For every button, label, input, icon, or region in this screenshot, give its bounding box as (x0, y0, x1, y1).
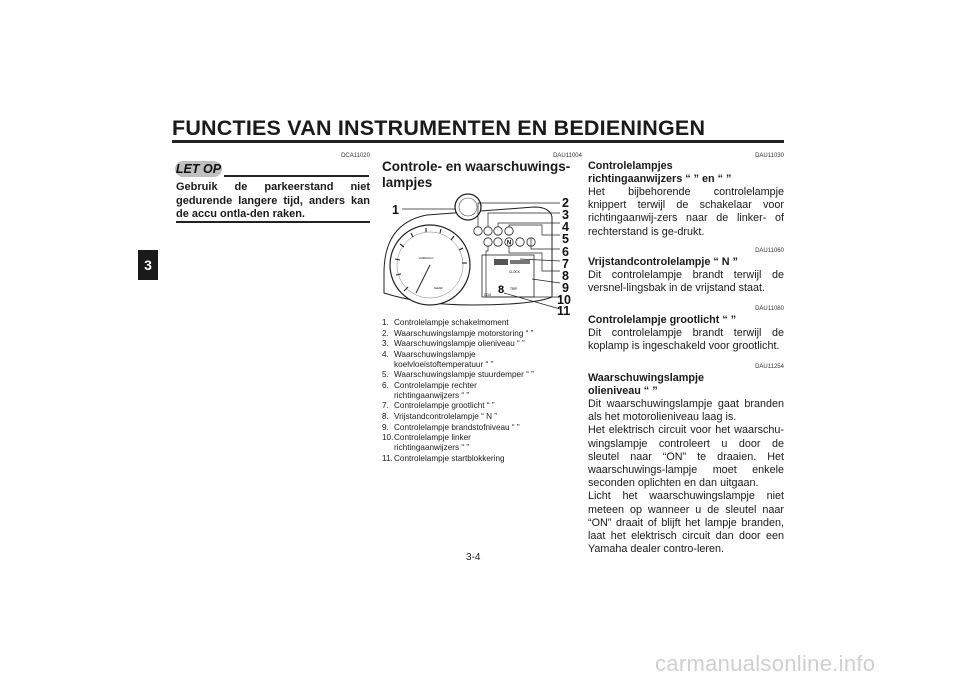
high-beam-body: Dit controlelampje brandt terwijl de koplamp is ingeschakeld voor grootlicht. (588, 327, 784, 353)
tachometer-unit-label: x1000r/min (418, 256, 434, 260)
oil-level-heading-a: Waarschuwingslampje (588, 372, 704, 384)
callout-number: 9 (562, 281, 569, 295)
indicator-lamps (474, 227, 535, 246)
neutral-lamp-glyph: N (506, 240, 512, 247)
caption-item: 7. Controlelampje grootlicht “ ” (382, 401, 495, 411)
section-code: DAU11060 (755, 248, 784, 254)
figure-caption-list (382, 318, 582, 464)
lcd-bar-segment (494, 259, 508, 265)
caption-item: 3. Waarschuwingslampje olieniveau “ ” (382, 339, 525, 349)
gear-label: GEAR (434, 286, 443, 290)
high-beam-section (588, 314, 784, 353)
neutral-section (588, 256, 784, 295)
section-code: DAU11254 (755, 364, 784, 370)
callout-number: 4 (562, 220, 569, 234)
caption-item: 6. Controlelampje rechter richtingaanwijzers “ ” (382, 381, 477, 400)
callout-number: 11 (557, 304, 571, 317)
page-number: 3-4 (466, 552, 481, 563)
title-divider (172, 140, 784, 143)
section-code: DAU11030 (755, 153, 784, 159)
callout-number: 1 (392, 203, 399, 217)
callout-number: 2 (562, 196, 569, 210)
lcd-gear-digit: 8 (498, 284, 505, 296)
caption-item: 11.Controlelampje startblokkering (382, 453, 505, 463)
oil-level-section (588, 372, 784, 556)
callout-number: 7 (562, 257, 569, 271)
chapter-tab: 3 (138, 250, 158, 280)
page-title: FUNCTIES VAN INSTRUMENTEN EN BEDIENINGEN (172, 116, 706, 140)
turn-signal-heading-b: richtingaanwijzers “ ” en “ ” (588, 173, 732, 185)
oil-level-body-2: Het elektrisch circuit voor het waarschu-wingslampje controleert u door de sleutel naar “ON” te draaien. Het waarschuwings-lampje moet enkele seconden oplichten en dan uitgaan. (588, 424, 784, 490)
oil-level-body-3: Licht het waarschuwingslampje niet meteen op wanneer u de sleutel naar “ON” draait of blijft het lampje branden, laat het elektrisch circuit dan door een Yamaha dealer contro-leren. (588, 490, 784, 556)
callout-number: 6 (562, 245, 569, 259)
neutral-body: Dit controlelampje brandt terwijl de versnel-lingsbak in de vrijstand staat. (588, 269, 784, 295)
caution-bottom-rule (176, 221, 370, 223)
caption-item: 8. Vrijstandcontrolelampje “ N ” (382, 412, 497, 421)
watermark: carmanualsonline.info (655, 651, 876, 676)
callout-number: 8 (562, 269, 569, 283)
instrument-panel-figure (382, 193, 582, 317)
section-title (382, 159, 582, 191)
caution-badge: LET OP (175, 162, 222, 176)
caption-item: 2. Waarschuwingslampje motorstoring “ ” (382, 328, 534, 338)
caption-item: 5. Waarschuwingslampje stuurdemper “ ” (382, 370, 534, 380)
lcd-label: CLOCK (509, 270, 520, 274)
turn-signal-body: Het bijbehorende controlelampje knippert terwijl de schakelaar voor richtingaanwij-zers naar de linker- of rechterstand is ge-drukt. (588, 186, 784, 238)
callout-number: 5 (562, 232, 569, 246)
caption-item: 1. Controlelampje schakelmoment (382, 318, 509, 327)
lcd-label: ODO (484, 293, 492, 297)
section-title-line2: lampjes (382, 175, 433, 190)
caption-item: 4. Waarschuwingslampje koelvloeistoftemperatuur “ ” (382, 350, 494, 369)
section-code: DAU11004 (553, 153, 582, 159)
callout-number: 10 (557, 293, 571, 307)
caution-top-rule (224, 175, 369, 177)
caution-text: Gebruik de parkeerstand niet gedurende langere tijd, anders kan de accu ontla-den raken. (176, 181, 370, 221)
oil-level-body-1: Dit waarschuwingslampje gaat branden als het motorolieniveau laag is. (588, 398, 784, 424)
turn-signal-section (588, 160, 784, 239)
section-title-line1: Controle- en waarschuwings- (382, 159, 571, 174)
section-code: DAU11080 (755, 306, 784, 312)
lcd-label: TRIP (510, 287, 518, 291)
neutral-heading: Vrijstandcontrolelampje “ N ” (588, 256, 738, 268)
callout-number: 3 (562, 208, 569, 222)
turn-signal-heading-a: Controlelampjes (588, 160, 673, 172)
lcd-bar-segment (510, 260, 530, 264)
caption-item: 10.Controlelampje linker richtingaanwijzers “ ” (382, 433, 471, 452)
oil-level-heading-b: olieniveau “ ” (588, 385, 658, 397)
caution-code: DCA11020 (341, 153, 370, 159)
high-beam-heading: Controlelampje grootlicht “ ” (588, 314, 737, 326)
caption-item: 9. Controlelampje brandstofniveau “ ” (382, 422, 520, 432)
